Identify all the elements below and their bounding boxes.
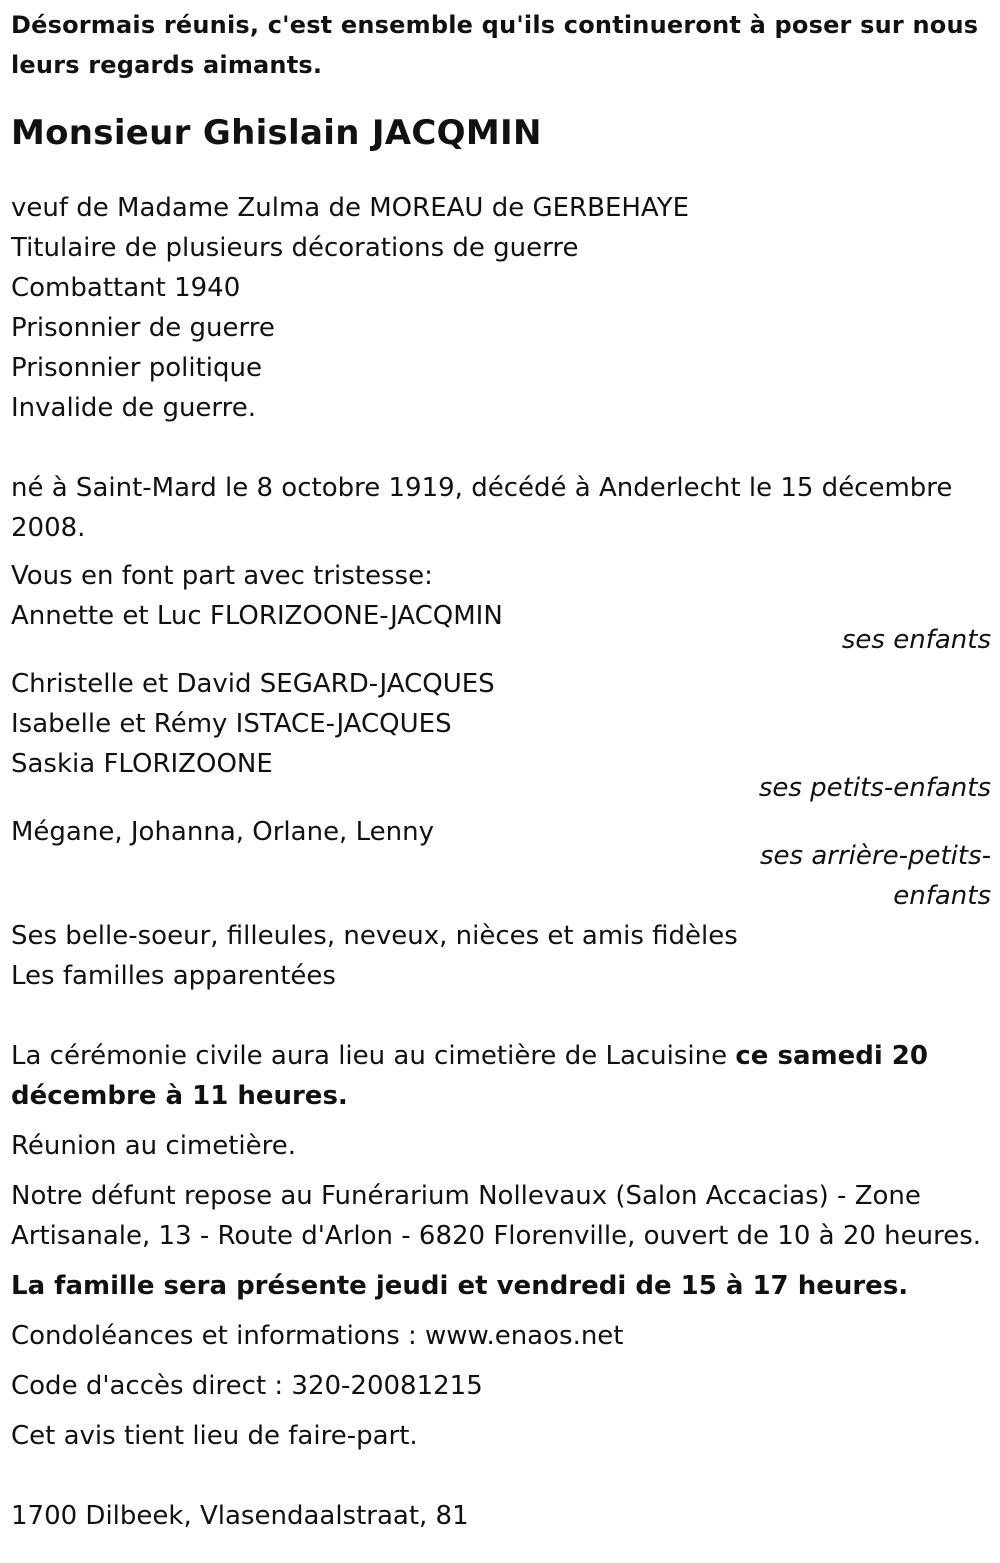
- grandchild-name: Christelle et David SEGARD-JACQUES: [11, 669, 495, 699]
- notice: Cet avis tient lieu de faire-part.: [11, 1421, 418, 1451]
- title-line: Titulaire de plusieurs décorations de guerre: [11, 233, 579, 263]
- ceremony: [11, 1036, 991, 1116]
- birth-death: né à Saint-Mard le 8 octobre 1919, décédé à Anderlecht le 15 décembre 2008.: [11, 473, 953, 543]
- others-section: [11, 916, 991, 996]
- announce-intro: Vous en font part avec tristesse:: [11, 561, 433, 591]
- children-relation: ses enfants: [841, 625, 991, 655]
- titles-list: [11, 188, 991, 428]
- grandchildren-section: [11, 664, 991, 808]
- grandchild-name: Isabelle et Rémy ISTACE-JACQUES: [11, 709, 452, 739]
- access-code: Code d'accès direct : 320-20081215: [11, 1371, 483, 1401]
- title-line: Prisonnier politique: [11, 353, 262, 383]
- epigraph: Désormais réunis, c'est ensemble qu'ils continueront à poser sur nous leurs regards aimants.: [11, 11, 979, 79]
- title-line: veuf de Madame Zulma de MOREAU de GERBEHAYE: [11, 193, 690, 223]
- ceremony-date: ce samedi 20 décembre à 11 heures.: [11, 1041, 928, 1111]
- address: 1700 Dilbeek, Vlasendaalstraat, 81: [11, 1501, 469, 1531]
- title-line: Combattant 1940: [11, 273, 241, 303]
- others-line: Ses belle-soeur, filleules, neveux, nièces et amis fidèles: [11, 921, 738, 951]
- great-grandchildren-relation: ses arrière-petits-enfants: [760, 841, 991, 911]
- condolences: Condoléances et informations : www.enaos.net: [11, 1321, 624, 1351]
- reunion: Réunion au cimetière.: [11, 1131, 297, 1161]
- title-line: Prisonnier de guerre: [11, 313, 275, 343]
- deceased-name: Monsieur Ghislain JACQMIN: [11, 113, 542, 153]
- great-grandchildren-section: [11, 812, 991, 916]
- title-line: Invalide de guerre.: [11, 393, 257, 423]
- announce-section: [11, 556, 991, 660]
- grandchildren-relation: ses petits-enfants: [758, 773, 991, 803]
- grandchild-name: Saskia FLORIZOONE: [11, 749, 273, 779]
- ceremony-text: La cérémonie civile aura lieu au cimetière de Lacuisine: [11, 1041, 736, 1071]
- obituary-notice: [11, 0, 991, 1536]
- family-presence: La famille sera présente jeudi et vendredi de 15 à 17 heures.: [11, 1271, 909, 1301]
- great-grandchild-names: Mégane, Johanna, Orlane, Lenny: [11, 817, 434, 847]
- others-line: Les familles apparentées: [11, 961, 336, 991]
- funerarium: Notre défunt repose au Funérarium Nollevaux (Salon Accacias) - Zone Artisanale, 13 - Route d'Arlon - 6820 Florenville, ouvert de 10 à 20 heures.: [11, 1181, 982, 1251]
- children-name: Annette et Luc FLORIZOONE-JACQMIN: [11, 601, 503, 631]
